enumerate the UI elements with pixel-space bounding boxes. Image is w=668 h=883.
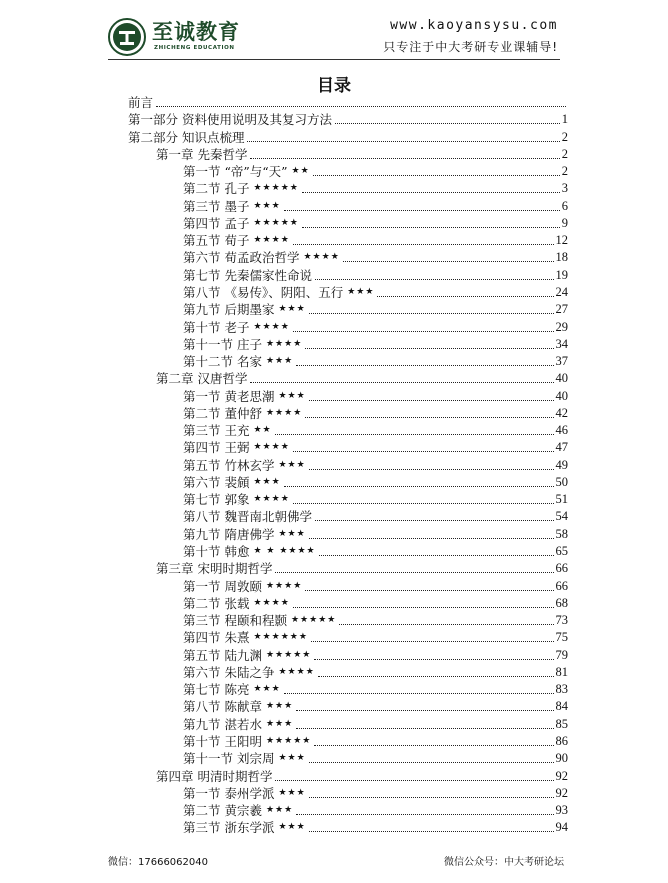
toc-entry-page-number: 42 (555, 405, 568, 420)
toc-entry-page-number: 6 (561, 198, 568, 213)
toc-entry[interactable] (183, 232, 568, 249)
toc-entry-page-number: 92 (555, 785, 568, 800)
toc-entry-page-number: 90 (555, 751, 568, 766)
toc-entry-label: 第二节 孔子 (183, 181, 250, 197)
toc-entry-star-rating: ★★★★★ (265, 649, 312, 660)
toc-entry-page-number: 51 (555, 492, 568, 507)
toc-entry-label: 第十一节 庄子 (183, 336, 262, 352)
toc-entry-star-rating: ★★★★★★ (253, 632, 308, 643)
toc-entry-star-rating: ★★★ (253, 684, 281, 695)
toc-entry[interactable] (183, 819, 568, 836)
toc-dot-leader (311, 641, 554, 642)
toc-entry[interactable] (183, 681, 568, 698)
toc-dot-leader (296, 728, 553, 729)
toc-entry-label: 第十节 韩愈 (183, 544, 250, 560)
logo-emblem-icon (108, 18, 146, 56)
toc-dot-leader (309, 762, 554, 763)
header-divider (108, 59, 560, 60)
toc-entry-label: 第二部分 知识点梳理 (128, 129, 245, 145)
toc-entry-label: 第九节 湛若水 (183, 716, 262, 732)
logo-subtext: ZHICHENG EDUCATION (154, 45, 235, 51)
toc-entry[interactable] (183, 595, 568, 612)
toc-entry-label: 第三节 浙东学派 (183, 820, 275, 836)
toc-dot-leader (315, 520, 554, 521)
toc-entry-label: 第一部分 资料使用说明及其复习方法 (128, 112, 332, 128)
toc-entry-label: 第三节 程颐和程颢 (183, 613, 287, 629)
toc-entry-page-number: 50 (555, 474, 568, 489)
toc-dot-leader (377, 296, 553, 297)
toc-entry-label: 第六节 荀孟政治哲学 (183, 250, 300, 266)
toc-entry-page-number: 34 (555, 336, 568, 351)
toc-entry-star-rating: ★★ (291, 166, 310, 177)
toc-entry-page-number: 94 (555, 820, 568, 835)
toc-entry-page-number: 40 (555, 388, 568, 403)
toc-entry-star-rating: ★★★ (253, 200, 281, 211)
toc-entry-label: 第四章 明清时期哲学 (156, 768, 273, 784)
toc-entry[interactable] (183, 439, 568, 456)
toc-entry-star-rating: ★★★★★ (290, 615, 337, 626)
toc-dot-leader (343, 261, 554, 262)
toc-entry-label: 第九节 隋唐佛学 (183, 526, 275, 542)
toc-dot-leader (296, 814, 553, 815)
toc-dot-leader (313, 175, 560, 176)
toc-entry-star-rating: ★★★★ (265, 580, 303, 591)
toc-dot-leader (305, 417, 553, 418)
toc-entry[interactable] (183, 664, 568, 681)
toc-entry-star-rating: ★★★ (278, 390, 306, 401)
toc-entry[interactable] (183, 180, 568, 197)
toc-entry[interactable] (156, 370, 568, 387)
toc-entry-page-number: 93 (555, 803, 568, 818)
toc-entry-page-number: 65 (555, 544, 568, 559)
toc-entry-label: 第四节 孟子 (183, 215, 250, 231)
toc-entry[interactable] (183, 457, 568, 474)
toc-dot-leader (296, 710, 553, 711)
toc-entry-label: 第五节 竹林玄学 (183, 457, 275, 473)
toc-entry-label: 第二节 黄宗羲 (183, 803, 262, 819)
toc-entry-page-number: 86 (555, 733, 568, 748)
toc-entry[interactable] (128, 111, 568, 128)
toc-dot-leader (293, 244, 554, 245)
toc-entry[interactable] (128, 94, 568, 111)
toc-entry[interactable] (183, 802, 568, 819)
logo (108, 16, 238, 60)
toc-dot-leader (318, 676, 554, 677)
site-url: www.kaoyansysu.com (390, 18, 558, 33)
toc-entry[interactable] (156, 146, 568, 163)
toc-dot-leader (284, 693, 554, 694)
toc-entry-label: 第七节 陈亮 (183, 682, 250, 698)
toc-entry-page-number: 54 (555, 509, 568, 524)
toc-dot-leader (309, 538, 554, 539)
toc-entry[interactable] (128, 129, 568, 146)
toc-dot-leader (284, 486, 554, 487)
toc-entry-label: 第五节 荀子 (183, 233, 250, 249)
toc-entry-star-rating: ★★★ (265, 805, 294, 816)
toc-entry-star-rating: ★★★★ (253, 442, 290, 453)
toc-entry-label: 第五节 陆九渊 (183, 647, 262, 663)
toc-entry-page-number: 49 (555, 457, 568, 472)
toc-entry-star-rating: ★★★★ (253, 494, 290, 505)
toc-entry-page-number: 18 (555, 250, 568, 265)
toc-entry[interactable] (183, 249, 568, 266)
toc-entry[interactable] (183, 612, 568, 629)
toc-entry[interactable] (183, 319, 568, 336)
toc-entry-page-number: 58 (555, 526, 568, 541)
toc-entry[interactable] (156, 768, 568, 785)
toc-entry-page-number: 40 (555, 371, 568, 386)
toc-entry-label: 第一节 “帝”与“天” (183, 164, 288, 180)
toc-entry-page-number: 2 (561, 129, 568, 144)
toc-entry-star-rating: ★★★ (253, 476, 281, 487)
header-slogan: 只专注于中大考研专业课辅导! (383, 40, 558, 54)
toc-entry-page-number: 83 (555, 682, 568, 697)
toc-entry-page-number: 81 (555, 664, 568, 679)
toc-entry-star-rating: ★★★★ (253, 597, 290, 608)
toc-entry-star-rating: ★★★ (265, 701, 294, 712)
toc-entry-star-rating: ★★★★★ (265, 735, 312, 746)
toc-entry-page-number: 19 (555, 267, 568, 282)
toc-entry-star-rating: ★★★★ (265, 338, 303, 349)
toc-entry-star-rating: ★★★ (278, 459, 306, 470)
toc-entry[interactable] (183, 388, 568, 405)
toc-entry-page-number: 66 (555, 578, 568, 593)
toc-dot-leader (302, 192, 560, 193)
toc-dot-leader (315, 279, 554, 280)
toc-dot-leader (305, 590, 553, 591)
toc-entry-page-number: 27 (555, 302, 568, 317)
toc-entry[interactable] (183, 698, 568, 715)
toc-dot-leader (309, 469, 554, 470)
toc-entry-label: 第一章 先秦哲学 (156, 146, 248, 162)
toc-entry-label: 第八节 《易传》、阴阳、五行 (183, 284, 344, 300)
toc-entry[interactable] (183, 163, 568, 180)
toc-entry[interactable] (183, 526, 568, 543)
toc-entry-star-rating: ★★★★ (253, 235, 290, 246)
toc-entry-star-rating: ★★★★★ (253, 217, 299, 228)
toc-entry[interactable] (183, 267, 568, 284)
toc-entry[interactable] (156, 560, 568, 577)
toc-entry-page-number: 68 (555, 595, 568, 610)
toc-entry[interactable] (183, 750, 568, 767)
toc-entry-star-rating: ★ ★ ★★★★ (253, 546, 316, 557)
toc-entry[interactable] (183, 301, 568, 318)
toc-entry[interactable] (183, 491, 568, 508)
toc-entry-label: 前言 (128, 95, 154, 110)
toc-dot-leader (250, 158, 559, 159)
toc-entry-page-number: 79 (555, 647, 568, 662)
toc-entry-label: 第六节 朱陆之争 (183, 664, 275, 680)
toc-entry-star-rating: ★★ (253, 425, 272, 436)
toc-entry[interactable] (183, 422, 568, 439)
toc-entry-label: 第三章 宋明时期哲学 (156, 561, 273, 577)
toc-dot-leader (293, 331, 554, 332)
toc-dot-leader (284, 210, 560, 211)
toc-entry[interactable] (183, 215, 568, 232)
toc-entry-star-rating: ★★★ (278, 304, 306, 315)
toc-dot-leader (296, 365, 553, 366)
toc-dot-leader (275, 572, 553, 573)
toc-entry[interactable] (183, 733, 568, 750)
toc-entry-star-rating: ★★★ (265, 718, 294, 729)
toc-entry-page-number: 85 (555, 716, 568, 731)
toc-entry[interactable] (183, 785, 568, 802)
toc-entry[interactable] (183, 474, 568, 491)
toc-entry-page-number: 66 (555, 561, 568, 576)
toc-entry-page-number: 9 (561, 215, 568, 230)
toc-entry-page-number: 2 (561, 164, 568, 179)
toc-entry[interactable] (183, 716, 568, 733)
toc-dot-leader (309, 400, 554, 401)
toc-entry-label: 第一节 黄老思潮 (183, 388, 275, 404)
toc-entry-page-number: 29 (555, 319, 568, 334)
toc-entry[interactable] (183, 578, 568, 595)
toc-entry-label: 第四节 王弼 (183, 440, 250, 456)
toc-dot-leader (156, 106, 566, 107)
toc-dot-leader (275, 434, 554, 435)
logo-text: 至诚教育 (152, 20, 240, 44)
toc-dot-leader (275, 780, 553, 781)
toc-dot-leader (314, 745, 553, 746)
toc-entry-label: 第四节 朱熹 (183, 630, 250, 646)
toc-entry-star-rating: ★★★ (347, 286, 375, 297)
footer-wechat: 微信：17666062040 (108, 857, 208, 868)
toc-entry-label: 第二章 汉唐哲学 (156, 371, 248, 387)
toc-entry-page-number: 84 (555, 699, 568, 714)
toc-entry-label: 第一节 周敦颐 (183, 578, 262, 594)
toc-entry[interactable] (183, 647, 568, 664)
toc-entry-label: 第十二节 名家 (183, 354, 262, 370)
toc-entry-page-number: 12 (555, 233, 568, 248)
toc-entry-label: 第三节 王充 (183, 423, 250, 439)
toc-entry[interactable] (183, 198, 568, 215)
toc-entry-star-rating: ★★★ (265, 356, 294, 367)
toc-entry-star-rating: ★★★★ (303, 252, 340, 263)
toc-entry-star-rating: ★★★ (278, 787, 306, 798)
toc-dot-leader (339, 624, 553, 625)
toc-entry-label: 第十一节 刘宗周 (183, 751, 275, 767)
toc-entry-page-number: 47 (555, 440, 568, 455)
toc-entry-star-rating: ★★★★ (265, 407, 303, 418)
toc-entry-star-rating: ★★★ (278, 753, 306, 764)
toc-entry[interactable] (183, 336, 568, 353)
toc-entry-label: 第八节 魏晋南北朝佛学 (183, 509, 312, 525)
toc-entry-label: 第二节 张载 (183, 595, 250, 611)
toc-entry-label: 第九节 后期墨家 (183, 302, 275, 318)
toc-entry[interactable] (183, 543, 568, 560)
toc-entry[interactable] (183, 405, 568, 422)
page-title: 目录 (317, 76, 351, 96)
toc-entry-page-number: 3 (561, 181, 568, 196)
toc-entry-page-number: 75 (555, 630, 568, 645)
toc-entry-label: 第十节 王阳明 (183, 733, 262, 749)
toc-entry[interactable] (183, 284, 568, 301)
page-header (0, 0, 668, 70)
toc-entry-star-rating: ★★★★ (278, 666, 315, 677)
toc-dot-leader (309, 831, 554, 832)
toc-entry-label: 第七节 先秦儒家性命说 (183, 267, 312, 283)
toc-entry[interactable] (183, 353, 568, 370)
toc-dot-leader (309, 797, 554, 798)
toc-entry-page-number: 37 (555, 354, 568, 369)
toc-entry-page-number: 24 (555, 284, 568, 299)
toc-dot-leader (309, 313, 554, 314)
toc-dot-leader (335, 123, 560, 124)
toc-dot-leader (305, 348, 553, 349)
toc-dot-leader (293, 503, 554, 504)
toc-entry-star-rating: ★★★ (278, 528, 306, 539)
toc-entry-label: 第三节 墨子 (183, 198, 250, 214)
toc-entry-star-rating: ★★★★★ (253, 183, 299, 194)
toc-dot-leader (293, 451, 554, 452)
toc-entry-label: 第八节 陈献章 (183, 699, 262, 715)
toc-dot-leader (314, 659, 553, 660)
toc-entry[interactable] (183, 629, 568, 646)
toc-entry-star-rating: ★★★ (278, 822, 306, 833)
toc-entry[interactable] (183, 508, 568, 525)
toc-entry-label: 第二节 董仲舒 (183, 405, 262, 421)
toc-dot-leader (302, 227, 560, 228)
toc-entry-page-number: 73 (555, 613, 568, 628)
toc-dot-leader (319, 555, 554, 556)
toc-dot-leader (250, 382, 553, 383)
toc-entry-page-number: 92 (555, 768, 568, 783)
toc-entry-star-rating: ★★★★ (253, 321, 290, 332)
toc-entry-label: 第七节 郭象 (183, 492, 250, 508)
toc-entry-page-number: 46 (555, 423, 568, 438)
toc-dot-leader (247, 141, 559, 142)
footer-official-account: 微信公众号：中大考研论坛 (444, 857, 564, 868)
toc-entry-label: 第一节 泰州学派 (183, 785, 275, 801)
toc-entry-page-number: 1 (561, 112, 568, 127)
toc-entry-label: 第十节 老子 (183, 319, 250, 335)
toc-entry-label: 第六节 裴頠 (183, 474, 250, 490)
toc-dot-leader (293, 607, 554, 608)
toc-entry-page-number: 2 (561, 146, 568, 161)
